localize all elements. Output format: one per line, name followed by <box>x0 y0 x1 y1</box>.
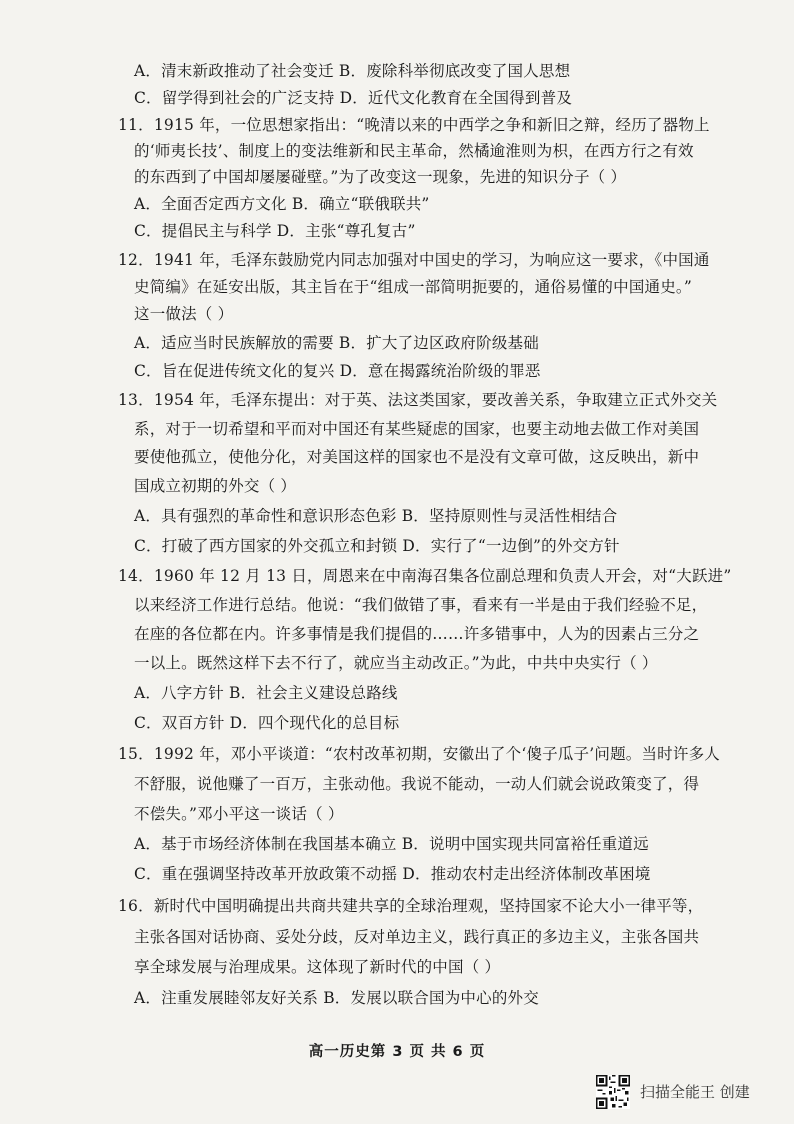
answer-options: C．旨在促进传统文化的复兴 D．意在揭露统治阶级的罪恶 <box>134 362 541 380</box>
answer-options: A．基于市场经济体制在我国基本确立 B．说明中国实现共同富裕任重道远 <box>134 835 649 853</box>
qr-code-icon <box>596 1075 630 1109</box>
answer-options: C．留学得到社会的广泛支持 D．近代文化教育在全国得到普及 <box>134 89 573 107</box>
question-text: 系，对于一切希望和平而对中国还有某些疑虑的国家，也要主动地去做工作对美国 <box>134 420 700 438</box>
question-stem: 12．1941 年，毛泽东鼓励党内同志加强对中国史的学习，为响应这一要求，《中国通 <box>118 251 710 269</box>
question-text: 史简编》在延安出版，其主旨在于“组成一部简明扼要的，通俗易懂的中国通史。” <box>134 278 693 296</box>
answer-options: C．重在强调坚持改革开放政策不动摇 D．推动农村走出经济体制改革困境 <box>134 865 651 883</box>
question-text: 一以上。既然这样下去不行了，就应当主动改正。”为此，中共中央实行（ ） <box>134 654 658 672</box>
answer-options: A．注重发展睦邻友好关系 B．发展以联合国为中心的外交 <box>134 989 539 1007</box>
answer-options: A．清末新政推动了社会变迁 B．废除科举彻底改变了国人思想 <box>134 62 571 80</box>
answer-options: C．提倡民主与科学 D．主张“尊孔复古” <box>134 222 416 240</box>
page-footer: 高一历史第 3 页 共 6 页 <box>308 1044 486 1060</box>
answer-options: A．八字方针 B．社会主义建设总路线 <box>134 684 398 702</box>
question-stem: 11．1915 年，一位思想家指出：“晚清以来的中西学之争和新旧之辩，经历了器物上 <box>118 116 710 134</box>
question-text: 主张各国对话协商、妥处分歧，反对单边主义，践行真正的多边主义，主张各国共 <box>134 928 700 946</box>
question-text: 国成立初期的外交（ ） <box>134 477 297 495</box>
question-text: 的‘师夷长技’、制度上的变法维新和民主革命，然橘逾淮则为枳，在西方行之有效 <box>134 142 694 160</box>
question-text: 这一做法（ ） <box>134 305 234 323</box>
question-text: 要使他孤立，使他分化，对美国这样的国家也不是没有文章可做，这反映出，新中 <box>134 448 700 466</box>
question-text: 不偿失。”邓小平这一谈话（ ） <box>134 805 344 823</box>
question-text: 不舒服，说他赚了一百万，主张动他。我说不能动，一动人们就会说政策变了，得 <box>134 775 700 793</box>
answer-options: A．具有强烈的革命性和意识形态色彩 B．坚持原则性与灵活性相结合 <box>134 507 618 525</box>
question-stem: 14．1960 年 12 月 13 日，周恩来在中南海召集各位副总理和负责人开会，对“大跃进” <box>118 567 732 585</box>
answer-options: C．双百方针 D．四个现代化的总目标 <box>134 714 400 732</box>
question-stem: 13．1954 年，毛泽东提出：对于英、法这类国家，要改善关系，争取建立正式外交关 <box>118 391 718 409</box>
question-text: 以来经济工作进行总结。他说：“我们做错了事，看来有一半是由于我们经验不足， <box>134 596 708 614</box>
question-text: 在座的各位都在内。许多事情是我们提倡的……许多错事中，人为的因素占三分之 <box>134 625 700 643</box>
question-text: 的东西到了中国却屡屡碰壁。”为了改变这一现象，先进的知识分子（ ） <box>134 168 627 186</box>
question-stem: 15．1992 年，邓小平谈道：“农村改革初期，安徽出了个‘傻子瓜子’问题。当时许多人 <box>118 745 720 763</box>
answer-options: A．适应当时民族解放的需要 B．扩大了边区政府阶级基础 <box>134 334 539 352</box>
question-stem: 16．新时代中国明确提出共商共建共享的全球治理观，坚持国家不论大小一律平等， <box>118 897 704 915</box>
scanner-watermark: 扫描全能王 创建 <box>640 1083 750 1101</box>
answer-options: A．全面否定西方文化 B．确立“联俄联共” <box>134 195 430 213</box>
answer-options: C．打破了西方国家的外交孤立和封锁 D．实行了“一边倒”的外交方针 <box>134 537 620 555</box>
question-text: 享全球发展与治理成果。这体现了新时代的中国（ ） <box>134 958 501 976</box>
